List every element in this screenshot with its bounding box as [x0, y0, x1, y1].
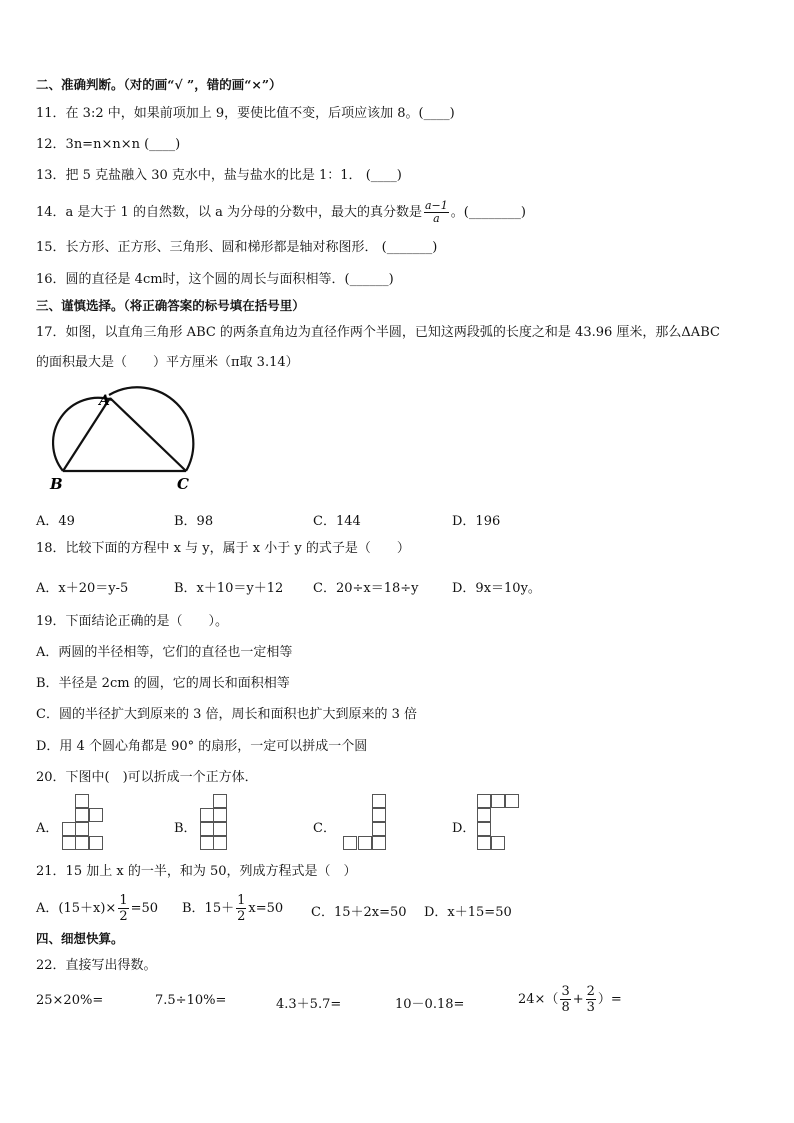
question-17-line-2: 的面积最大是（ ）平方厘米（π取 3.14） — [36, 355, 299, 370]
question-22: 22．直接写出得数。 — [36, 958, 157, 973]
question-14-fraction — [424, 200, 449, 225]
q19-option-a: A．两圆的半径相等，它们的直径也一定相等 — [36, 645, 293, 660]
fraction-numerator: 1 — [119, 893, 128, 908]
calc-5-suffix: ）= — [597, 992, 622, 1007]
q21-a-tail: =50 — [130, 901, 159, 916]
question-20: 20．下图中( )可以折成一个正方体． — [36, 770, 258, 785]
q21-option-d: D．x＋15=50 — [424, 905, 512, 920]
q19-option-b: B．半径是 2cm 的圆，它的周长和面积相等 — [36, 676, 290, 691]
calc-2: 7.5÷10%= — [155, 993, 227, 1008]
fraction-numerator: 1 — [237, 893, 246, 908]
section-2-heading: 二、准确判断。（对的画“√ ”，错的画“×”） — [36, 77, 282, 92]
calc-5-fraction-1 — [560, 984, 570, 1015]
calc-5-operator: + — [572, 992, 584, 1007]
q21-option-c: C．15＋2x=50 — [311, 905, 407, 920]
fraction-denominator: 2 — [119, 909, 128, 924]
q21-option-a — [36, 893, 158, 924]
arc-ac — [109, 387, 193, 471]
question-18: 18．比较下面的方程中 x 与 y，属于 x 小于 y 的式子是（ ） — [36, 541, 410, 556]
q17-option-a: A．49 — [36, 514, 75, 529]
fraction-denominator: 3 — [586, 1000, 595, 1015]
label-b: B — [50, 475, 63, 493]
label-a: A — [99, 393, 110, 409]
q21-a-fraction — [118, 893, 128, 924]
calc-5-fraction-2 — [586, 984, 596, 1015]
q18-option-b: B．x＋10＝y＋12 — [174, 581, 284, 596]
fraction-numerator: a−1 — [424, 199, 448, 212]
question-14-blank: 。(________) — [450, 205, 526, 220]
q21-b-text: B．15＋ — [182, 901, 235, 916]
triangle-semicircles-figure — [36, 385, 206, 495]
q19-option-d: D．用 4 个圆心角都是 90° 的扇形，一定可以拼成一个圆 — [36, 739, 368, 754]
q17-option-d: D．196 — [452, 514, 501, 529]
q20-option-c-label: C． — [313, 821, 336, 836]
question-16: 16．圆的直径是 4cm时，这个圆的周长与面积相等．(______) — [36, 272, 394, 287]
calc-5 — [518, 984, 622, 1015]
fraction-numerator: 2 — [586, 984, 595, 999]
q19-option-c: C．圆的半径扩大到原来的 3 倍，周长和面积也扩大到原来的 3 倍 — [36, 707, 418, 722]
fraction-numerator: 3 — [561, 984, 570, 999]
fraction-denominator: 8 — [561, 1000, 570, 1015]
q20-option-d-label: D． — [452, 821, 476, 836]
q18-option-c: C．20÷x＝18÷y — [313, 581, 419, 596]
question-15: 15．长方形、正方形、三角形、圆和梯形都是轴对称图形． (_______) — [36, 240, 438, 255]
q20-option-a-label: A． — [36, 821, 59, 836]
q20-option-b-label: B． — [174, 821, 197, 836]
fraction-denominator: 2 — [237, 909, 246, 924]
q21-option-b — [182, 893, 283, 924]
question-13: 13．把 5 克盐融入 30 克水中，盐与盐水的比是 1：1． (____) — [36, 168, 402, 183]
calc-1: 25×20%= — [36, 993, 104, 1008]
q21-b-tail: x=50 — [248, 901, 284, 916]
question-14-text: 14．a 是大于 1 的自然数，以 a 为分母的分数中，最大的真分数是 — [36, 205, 422, 220]
calc-4: 10－0.18= — [395, 997, 465, 1012]
question-11: 11．在 3:2 中，如果前项加上 9，要使比值不变，后项应该加 8。(____) — [36, 106, 455, 121]
q17-option-c: C．144 — [313, 514, 361, 529]
question-14 — [36, 200, 526, 225]
q18-option-d: D．9x＝10y。 — [452, 581, 541, 596]
section-3-heading: 三、谨慎选择。（将正确答案的标号填在括号里） — [36, 298, 305, 313]
q21-b-fraction — [236, 893, 246, 924]
question-17-line-1: 17．如图，以直角三角形 ABC 的两条直角边为直径作两个半圆，已知这两段弧的长度之和是 43.96 厘米，那么ΔABC — [36, 325, 720, 340]
question-21: 21．15 加上 x 的一半，和为 50，列成方程式是（ ） — [36, 864, 357, 879]
calc-3: 4.3＋5.7= — [276, 997, 342, 1012]
q17-option-b: B．98 — [174, 514, 214, 529]
calc-5-prefix: 24×（ — [518, 992, 559, 1007]
section-4-heading: 四、细想快算。 — [36, 931, 124, 946]
q21-a-text: A．(15＋x)× — [36, 901, 117, 916]
question-19: 19．下面结论正确的是（ ）。 — [36, 614, 229, 629]
question-12: 12．3n=n×n×n (____) — [36, 137, 181, 152]
fraction-denominator: a — [433, 212, 440, 225]
label-c: C — [177, 475, 189, 493]
side-ac — [110, 398, 186, 471]
q18-option-a: A．x＋20＝y-5 — [36, 581, 129, 596]
